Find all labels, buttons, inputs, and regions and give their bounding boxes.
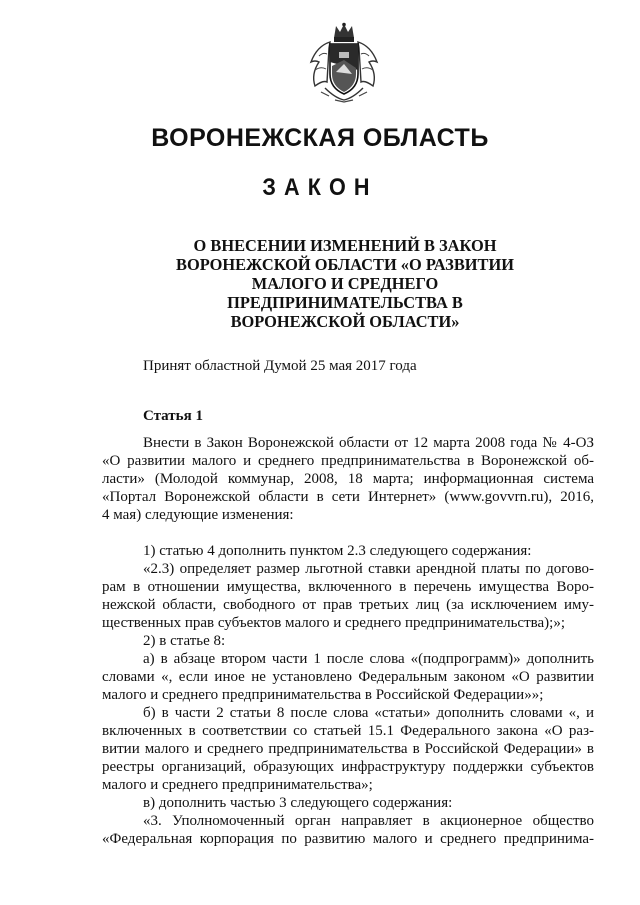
shield-icon — [330, 44, 358, 94]
paragraph-gap — [102, 524, 594, 542]
body-line: витии малого и среднего предпринимательства в Российской Федерации» в — [102, 741, 594, 757]
body-line: а) в абзаце втором части 1 после слова «(подпрограмм)» дополнить — [143, 651, 594, 667]
crown-icon — [334, 23, 354, 42]
coat-of-arms-emblem — [305, 22, 383, 104]
body-line: щественных прав субъектов малого и среднего предпринимательства);»; — [102, 615, 566, 631]
law-title-line: ВОРОНЕЖСКОЙ ОБЛАСТИ» — [230, 312, 460, 331]
adoption-date: Принят областной Думой 25 мая 2017 года — [143, 358, 417, 374]
body-line: малого и среднего предпринимательства»; — [102, 777, 373, 793]
body-line: ласти» (Молодой коммунар, 2008, 18 марта; информационная система — [102, 471, 594, 487]
body-line: реестры организаций, образующих инфраструктуру поддержки субъектов — [102, 759, 594, 775]
body-line: «Федеральная корпорация по развитию малого и среднего предпринима- — [102, 831, 594, 847]
body-line: «О развитии малого и среднего предпринимательства в Воронежской об- — [102, 453, 594, 469]
body-line: 4 мая) следующие изменения: — [102, 507, 294, 523]
body-line: Внести в Закон Воронежской области от 12 марта 2008 года № 4-ОЗ — [143, 435, 594, 451]
body-line: включенных в соответствии со статьей 15.1 Федерального закона «О раз- — [102, 723, 594, 739]
region-name: ВОРОНЕЖСКАЯ ОБЛАСТЬ — [151, 124, 489, 152]
body-line: «Портал Воронежской области в сети Интернет» (www.govvrn.ru), 2016, — [102, 489, 594, 505]
article-body — [102, 434, 594, 848]
law-title-line: ПРЕДПРИНИМАТЕЛЬСТВА В — [227, 293, 463, 312]
article-heading: Статья 1 — [143, 408, 203, 424]
body-line: «3. Уполномоченный орган направляет в акционерное общество — [143, 813, 594, 829]
body-line: в) дополнить частью 3 следующего содержания: — [143, 795, 453, 811]
law-title — [170, 236, 520, 331]
body-line: нежской области, свободного от прав третьих лиц (за исключением иму- — [102, 597, 594, 613]
law-title-line: ВОРОНЕЖСКОЙ ОБЛАСТИ «О РАЗВИТИИ — [176, 255, 514, 274]
body-line: 2) в статье 8: — [143, 633, 226, 649]
body-line: малого и среднего предпринимательства в Российской Федерации»»; — [102, 687, 544, 703]
document-type: ЗАКОН — [262, 174, 378, 201]
body-line: рам в отношении имущества, включенного в перечень имущества Воро- — [102, 579, 594, 595]
body-line: 1) статью 4 дополнить пунктом 2.3 следующего содержания: — [143, 543, 532, 559]
body-line: б) в части 2 статьи 8 после слова «статьи» дополнить словами «, и — [143, 705, 594, 721]
law-title-line: МАЛОГО И СРЕДНЕГО — [251, 274, 439, 293]
body-line: словами «, если иное не установлено Федеральным законом «О развитии — [102, 669, 594, 685]
body-line: «2.3) определяет размер льготной ставки арендной платы по догово- — [143, 561, 594, 577]
law-title-line: О ВНЕСЕНИИ ИЗМЕНЕНИЙ В ЗАКОН — [193, 236, 497, 255]
